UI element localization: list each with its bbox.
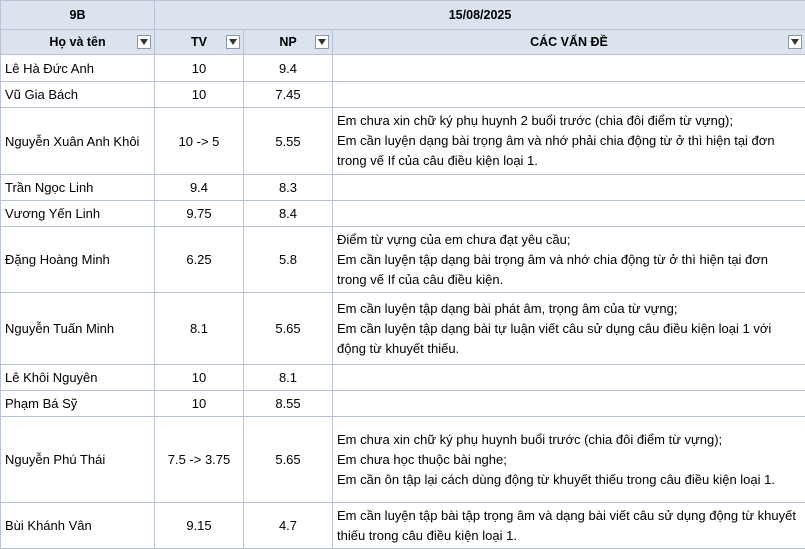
issues-cell[interactable] [333, 293, 805, 365]
student-name-cell[interactable]: Lê Hà Đức Anh [1, 55, 155, 82]
table-row [1, 82, 805, 108]
header-np-label: NP [279, 35, 296, 49]
student-name-cell[interactable]: Nguyễn Phú Thái [1, 417, 155, 503]
tv-score-cell[interactable]: 10 [155, 55, 244, 82]
class-label-cell[interactable]: 9B [1, 1, 155, 30]
issue-line: Em cần luyện dạng bài trọng âm và nhớ phải chia động từ ở thì hiện tại đơn trong vế If của câu điều kiện loại 1. [337, 131, 801, 171]
table-row [1, 391, 805, 417]
np-score-cell[interactable]: 4.7 [244, 503, 333, 549]
table-row [1, 227, 805, 293]
table-row [1, 175, 805, 201]
student-name-cell[interactable]: Nguyễn Xuân Anh Khôi [1, 108, 155, 175]
table-row [1, 417, 805, 503]
title-row [1, 1, 805, 30]
student-name-cell[interactable]: Nguyễn Tuấn Minh [1, 293, 155, 365]
issues-cell[interactable] [333, 365, 805, 391]
tv-score-cell[interactable]: 10 [155, 391, 244, 417]
table-row [1, 293, 805, 365]
student-name-cell[interactable]: Đặng Hoàng Minh [1, 227, 155, 293]
header-name-label: Họ và tên [49, 35, 105, 49]
table-row [1, 108, 805, 175]
np-score-cell[interactable]: 8.4 [244, 201, 333, 227]
issues-cell[interactable] [333, 175, 805, 201]
issues-cell[interactable] [333, 108, 805, 175]
issue-line: Em cần luyện tập dạng bài tự luận viết câu sử dụng câu điều kiện loại 1 với động từ khuyết thiếu. [337, 319, 801, 359]
np-score-cell[interactable]: 8.1 [244, 365, 333, 391]
issues-cell[interactable] [333, 391, 805, 417]
issues-cell[interactable] [333, 417, 805, 503]
np-score-cell[interactable]: 7.45 [244, 82, 333, 108]
header-tv-cell[interactable] [155, 30, 244, 55]
header-np-cell[interactable] [244, 30, 333, 55]
student-name-cell[interactable]: Lê Khôi Nguyên [1, 365, 155, 391]
np-score-cell[interactable]: 8.55 [244, 391, 333, 417]
table-row [1, 201, 805, 227]
np-score-cell[interactable]: 8.3 [244, 175, 333, 201]
tv-score-cell[interactable]: 8.1 [155, 293, 244, 365]
issue-line: Em cần ôn tập lại cách dùng động từ khuyết thiếu trong câu điều kiện loại 1. [337, 470, 801, 490]
issue-line: Em chưa xin chữ ký phụ huynh buổi trước (chia đôi điểm từ vựng); [337, 430, 801, 450]
issue-line: Em chưa xin chữ ký phụ huynh 2 buổi trước (chia đôi điểm từ vựng); [337, 111, 801, 131]
student-name-cell[interactable]: Phạm Bá Sỹ [1, 391, 155, 417]
tv-score-cell[interactable]: 7.5 -> 3.75 [155, 417, 244, 503]
table-row [1, 55, 805, 82]
student-name-cell[interactable]: Vương Yến Linh [1, 201, 155, 227]
dropdown-filter-icon[interactable] [137, 35, 151, 49]
table-row [1, 365, 805, 391]
student-name-cell[interactable]: Trần Ngọc Linh [1, 175, 155, 201]
issue-line: Em chưa học thuộc bài nghe; [337, 450, 801, 470]
np-score-cell[interactable]: 5.65 [244, 293, 333, 365]
tv-score-cell[interactable]: 6.25 [155, 227, 244, 293]
dropdown-filter-icon[interactable] [788, 35, 802, 49]
issue-line: Em cần luyện tập dạng bài trọng âm và nhớ chia động từ ở thì hiện tại đơn trong vế If của câu điều kiện. [337, 250, 801, 290]
dropdown-filter-icon[interactable] [315, 35, 329, 49]
issue-line: Điểm từ vựng của em chưa đạt yêu cầu; [337, 230, 801, 250]
np-score-cell[interactable]: 5.65 [244, 417, 333, 503]
header-issues-cell[interactable] [333, 30, 805, 55]
issues-cell[interactable] [333, 201, 805, 227]
np-score-cell[interactable]: 5.8 [244, 227, 333, 293]
tv-score-cell[interactable]: 10 -> 5 [155, 108, 244, 175]
issues-cell[interactable] [333, 55, 805, 82]
tv-score-cell[interactable]: 9.75 [155, 201, 244, 227]
header-issues-label: CÁC VẤN ĐỀ [530, 35, 608, 49]
student-name-cell[interactable]: Vũ Gia Bách [1, 82, 155, 108]
tv-score-cell[interactable]: 9.15 [155, 503, 244, 549]
issues-cell[interactable] [333, 227, 805, 293]
tv-score-cell[interactable]: 9.4 [155, 175, 244, 201]
issue-line: Em cần luyện tập dạng bài phát âm, trọng âm của từ vựng; [337, 299, 801, 319]
issues-cell[interactable] [333, 82, 805, 108]
header-tv-label: TV [191, 35, 207, 49]
header-name-cell[interactable] [1, 30, 155, 55]
np-score-cell[interactable]: 5.55 [244, 108, 333, 175]
np-score-cell[interactable]: 9.4 [244, 55, 333, 82]
tv-score-cell[interactable]: 10 [155, 82, 244, 108]
date-label-cell[interactable]: 15/08/2025 [155, 1, 805, 30]
issue-line: Em cần luyện tập bài tập trọng âm và dạng bài viết câu sử dụng động từ khuyết thiếu trong câu điều kiện loại 1. [337, 506, 801, 546]
dropdown-filter-icon[interactable] [226, 35, 240, 49]
column-header-row [1, 30, 805, 55]
tv-score-cell[interactable]: 10 [155, 365, 244, 391]
student-name-cell[interactable]: Bùi Khánh Vân [1, 503, 155, 549]
